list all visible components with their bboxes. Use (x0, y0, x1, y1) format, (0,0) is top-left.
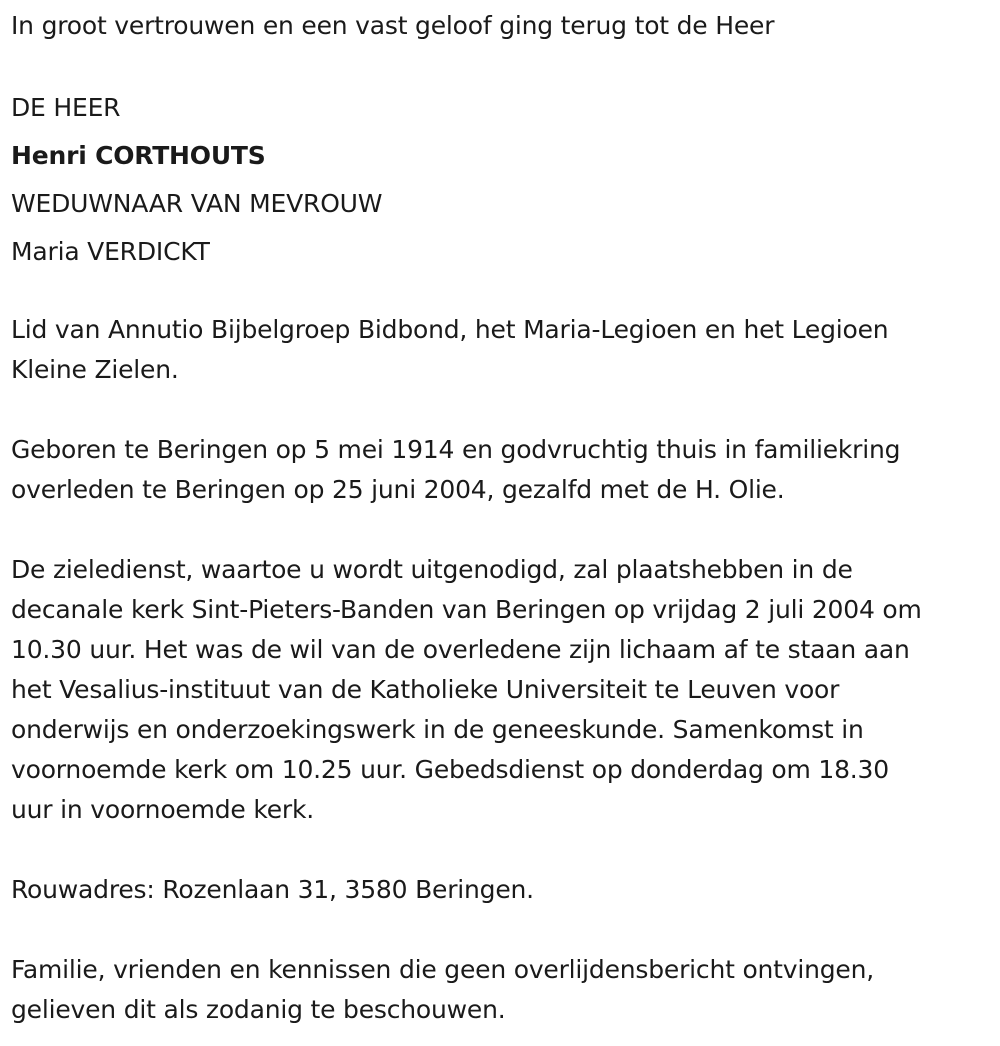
spouse-name: Maria VERDICKT (11, 237, 210, 266)
spacer (11, 276, 996, 310)
widower-line: WEDUWNAAR VAN MEVROUW (11, 189, 383, 218)
spacer (11, 50, 996, 84)
spacer (11, 910, 996, 950)
intro-line: In groot vertrouwen en een vast geloof ging terug tot de Heer (11, 11, 775, 40)
paragraph-line: Familie, vrienden en kennissen die geen overlijdensbericht ontvingen, (11, 955, 875, 984)
birth-death-paragraph (11, 430, 996, 510)
paragraph-line: 10.30 uur. Het was de wil van de overledene zijn lichaam af te staan aan (11, 635, 910, 664)
paragraph-line: Lid van Annutio Bijbelgroep Bidbond, het Maria-Legioen en het Legioen (11, 315, 889, 344)
paragraph-line: Kleine Zielen. (11, 355, 179, 384)
membership-paragraph (11, 310, 996, 390)
paragraph-line: uur in voornoemde kerk. (11, 795, 315, 824)
paragraph-line: decanale kerk Sint-Pieters-Banden van Beringen op vrijdag 2 juli 2004 om (11, 595, 922, 624)
obituary-text (11, 0, 996, 1030)
honorific-title: DE HEER (11, 93, 121, 122)
service-paragraph (11, 550, 996, 830)
spacer (11, 510, 996, 550)
closing-paragraph (11, 950, 996, 1030)
paragraph-line: onderwijs en onderzoekingswerk in de geneeskunde. Samenkomst in (11, 715, 864, 744)
paragraph-line: De zieledienst, waartoe u wordt uitgenodigd, zal plaatshebben in de (11, 555, 853, 584)
paragraph-line: gelieven dit als zodanig te beschouwen. (11, 995, 506, 1024)
paragraph-line: Geboren te Beringen op 5 mei 1914 en godvruchtig thuis in familiekring (11, 435, 901, 464)
paragraph-line: voornoemde kerk om 10.25 uur. Gebedsdienst op donderdag om 18.30 (11, 755, 889, 784)
spacer (11, 390, 996, 430)
deceased-name: Henri CORTHOUTS (11, 141, 266, 170)
mourning-address: Rouwadres: Rozenlaan 31, 3580 Beringen. (11, 875, 534, 904)
paragraph-line: overleden te Beringen op 25 juni 2004, gezalfd met de H. Olie. (11, 475, 785, 504)
spacer (11, 830, 996, 870)
address-paragraph (11, 870, 996, 910)
paragraph-line: het Vesalius-instituut van de Katholieke Universiteit te Leuven voor (11, 675, 840, 704)
